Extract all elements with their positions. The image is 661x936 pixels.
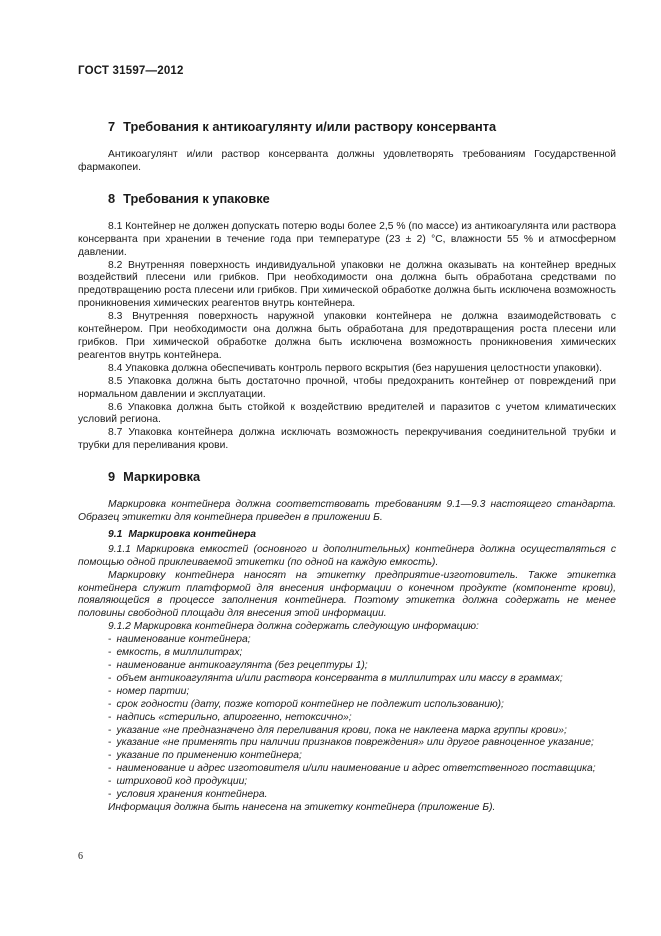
list-item: - наименование контейнера;	[108, 634, 251, 646]
list-item: - указание по применению контейнера;	[108, 750, 302, 762]
list-item: - наименование и адрес изготовителя и/или наименование и адрес ответственного поставщика;	[108, 763, 596, 775]
clause-9-1-2: 9.1.2 Маркировка контейнера должна содержать следующую информацию:	[108, 621, 479, 633]
clause-8-4: 8.4 Упаковка должна обеспечивать контроль первого вскрытия (без нарушения целостности упаковки).	[108, 362, 603, 374]
list-item: - штриховой код продукции;	[108, 776, 248, 788]
list-item: - указание «не применять при наличии признаков повреждения» или другое равноценное указание;	[108, 737, 594, 749]
clause-9-1-1: 9.1.1 Маркировка емкостей (основного и дополнительных) контейнера должна осуществляться с помощью одной приклеиваемой этикетки (по одной на каждую емкость).	[78, 543, 616, 568]
list-item: - наименование антикоагулянта (без рецептуры 1);	[108, 660, 368, 671]
list-item: - надпись «стерильно, апирогенно, нетоксично»;	[108, 711, 352, 723]
dash-bullet-icon: -	[108, 763, 112, 775]
document-header: ГОСТ 31597—2012	[78, 65, 184, 77]
section-9-intro: Маркировка контейнера должна соответствовать требованиям 9.1—9.3 настоящего стандарта. Образец этикетки для контейнера приведен в приложении Б.	[78, 499, 616, 524]
dash-bullet-icon: -	[108, 789, 112, 801]
dash-bullet-icon: -	[108, 724, 112, 736]
dash-bullet-icon: -	[108, 776, 112, 788]
section-7-text: Антикоагулянт и/или раствор консерванта должны удовлетворять требованиям Государственной фармакопеи.	[78, 149, 616, 173]
dash-bullet-icon: -	[108, 698, 112, 710]
list-item: - срок годности (дату, позже которой контейнер не подлежит использованию);	[108, 698, 504, 710]
section-9-heading	[78, 469, 616, 485]
section-number: 7	[108, 119, 116, 134]
page-number: 6	[78, 851, 83, 862]
list-item: - объем антикоагулянта и/или раствора консерванта в миллилитрах или массу в граммах;	[108, 672, 563, 684]
list-item: - номер партии;	[108, 685, 190, 697]
clause-8-1: 8.1 Контейнер не должен допускать потерю воды более 2,5 % (по массе) из антикоагулянта или раствора консерванта при хранении в течение года при температуре (23 ± 2) °С, влажности 55 % и атмосферном давлении.	[78, 220, 616, 258]
clause-8-3: 8.3 Внутренняя поверхность наружной упаковки контейнера не должна взаимодействовать с контейнером. При необходимости она должна быть обработана для предотвращения роста плесени или грибков. При химической обработке должна быть исключена возможность проникновения химических реагентов внутрь контейнера.	[78, 311, 616, 361]
dash-bullet-icon: -	[108, 634, 112, 646]
clause-8-6: 8.6 Упаковка должна быть стойкой к воздействию вредителей и паразитов с учетом климатических условий региона.	[78, 401, 616, 426]
subsection-number: 9.1	[108, 528, 123, 540]
dash-bullet-icon: -	[108, 647, 112, 659]
dash-bullet-icon: -	[108, 685, 112, 697]
section-title: Маркировка	[123, 469, 201, 485]
page-content	[78, 119, 616, 815]
dash-bullet-icon: -	[108, 750, 112, 762]
dash-bullet-icon: -	[108, 737, 112, 749]
section-title: Требования к антикоагулянту и/или раствору консерванта	[123, 119, 497, 134]
section-8-heading	[78, 191, 616, 207]
closing-note: Информация должна быть нанесена на этикетку контейнера (приложение Б).	[108, 801, 496, 813]
section-number: 8	[108, 190, 116, 206]
clause-8-2: 8.2 Внутренняя поверхность индивидуальной упаковки не должна оказывать на контейнер вредных воздействий плесени или грибков. При необходимости она должна быть обработана средствами по предотвращению роста плесени или грибков. При химической обработке должна быть исключена возможность проникновения химических реагентов внутрь контейнера.	[78, 259, 616, 310]
dash-bullet-icon: -	[108, 660, 112, 671]
dash-bullet-icon: -	[108, 711, 112, 723]
clause-8-7: 8.7 Упаковка контейнера должна исключать возможность перекручивания соединительной трубки и трубки для переливания крови.	[78, 427, 616, 452]
list-item: - условия хранения контейнера.	[108, 789, 268, 801]
subsection-title: Маркировка контейнера	[128, 528, 257, 540]
section-title: Требования к упаковке	[123, 190, 270, 206]
subsection-9-1-heading	[78, 529, 616, 542]
list-item: - указание «не предназначено для переливания крови, пока не наклеена марка группы крови»;	[108, 724, 567, 736]
dash-bullet-icon: -	[108, 672, 112, 684]
label-paragraph: Маркировку контейнера наносят на этикетку предприятие-изготовитель. Также этикетка контейнера служит платформой для внесения информации о конечном продукте (компоненте крови), появляющейся в процессе заполнения контейнера. Поэтому этикетка должна содержать не менее половины свободной площади для внесения этой информации.	[78, 569, 616, 620]
section-number: 9	[108, 469, 116, 485]
marking-info-list	[78, 634, 616, 802]
list-item: - емкость, в миллилитрах;	[108, 647, 243, 659]
section-7-heading	[78, 119, 616, 135]
clause-8-5: 8.5 Упаковка должна быть достаточно прочной, чтобы предохранить контейнер от повреждений при нормальном давлении и эксплуатации.	[78, 375, 616, 400]
